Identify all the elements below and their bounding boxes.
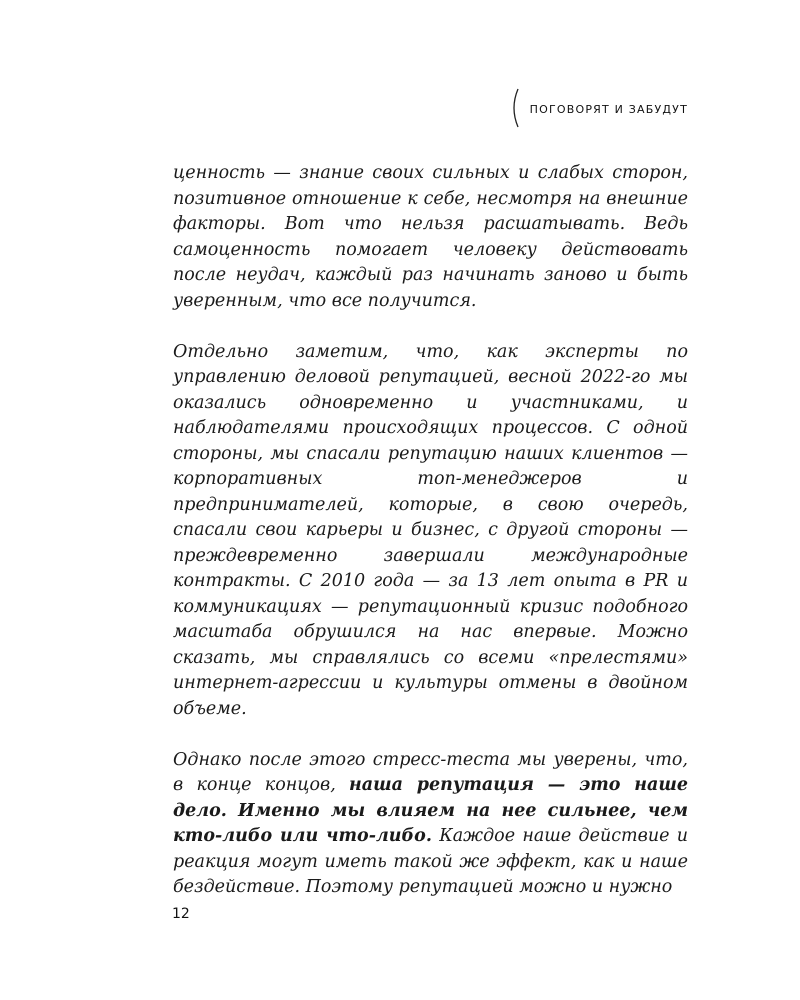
paragraph-1: ценность — знание своих сильных и слабых сторон, позитивное отношение к себе, несмотря на внешние факторы. Вот что нельзя расшатывать. Ведь самоценность помогает человеку действовать после неудач, каждый раз начинать заново и быть уверенным, что все получится. — [173, 163, 688, 311]
paragraph-3-emphasis: наша репутация — это наше дело. Именно мы влияем на нее сильнее, чем кто-либо или что-либо. — [173, 775, 688, 846]
paragraph-2: Отдельно заметим, что, как эксперты по управлению деловой репутацией, весной 2022-го мы оказались одновременно и участниками, и наблюдателями происходящих процессов. С одной стороны, мы спасали репутацию наших клиентов — корпоративных топ-менеджеров и предпринимателей, которые, в свою очередь, спасали свои карьеры и бизнес, с другой стороны — преждевременно завершали международные контракты. С 2010 года — за 13 лет опыта в PR и коммуникациях — репутационный кризис подобного масштаба обрушился на нас впервые. Можно сказать, мы справлялись со всеми «прелестями» интернет-агрессии и культуры отмены в двойном объеме. — [173, 341, 688, 719]
paragraph-3-tail: Каждое наше действие и реакция могут иметь такой же эффект, как и наше бездействие. Поэтому репутацией можно и нужно — [173, 826, 688, 897]
page-number: 12 — [172, 906, 190, 922]
paragraph-3-lead: Однако после этого стресс-теста мы уверены, что, в конце концов, — [173, 749, 688, 795]
running-head — [510, 88, 688, 128]
bracket-icon — [510, 88, 520, 128]
running-head-title: ПОГОВОРЯТ И ЗАБУДУТ — [529, 102, 688, 116]
paragraph-3 — [173, 748, 688, 901]
body-text — [173, 161, 688, 901]
